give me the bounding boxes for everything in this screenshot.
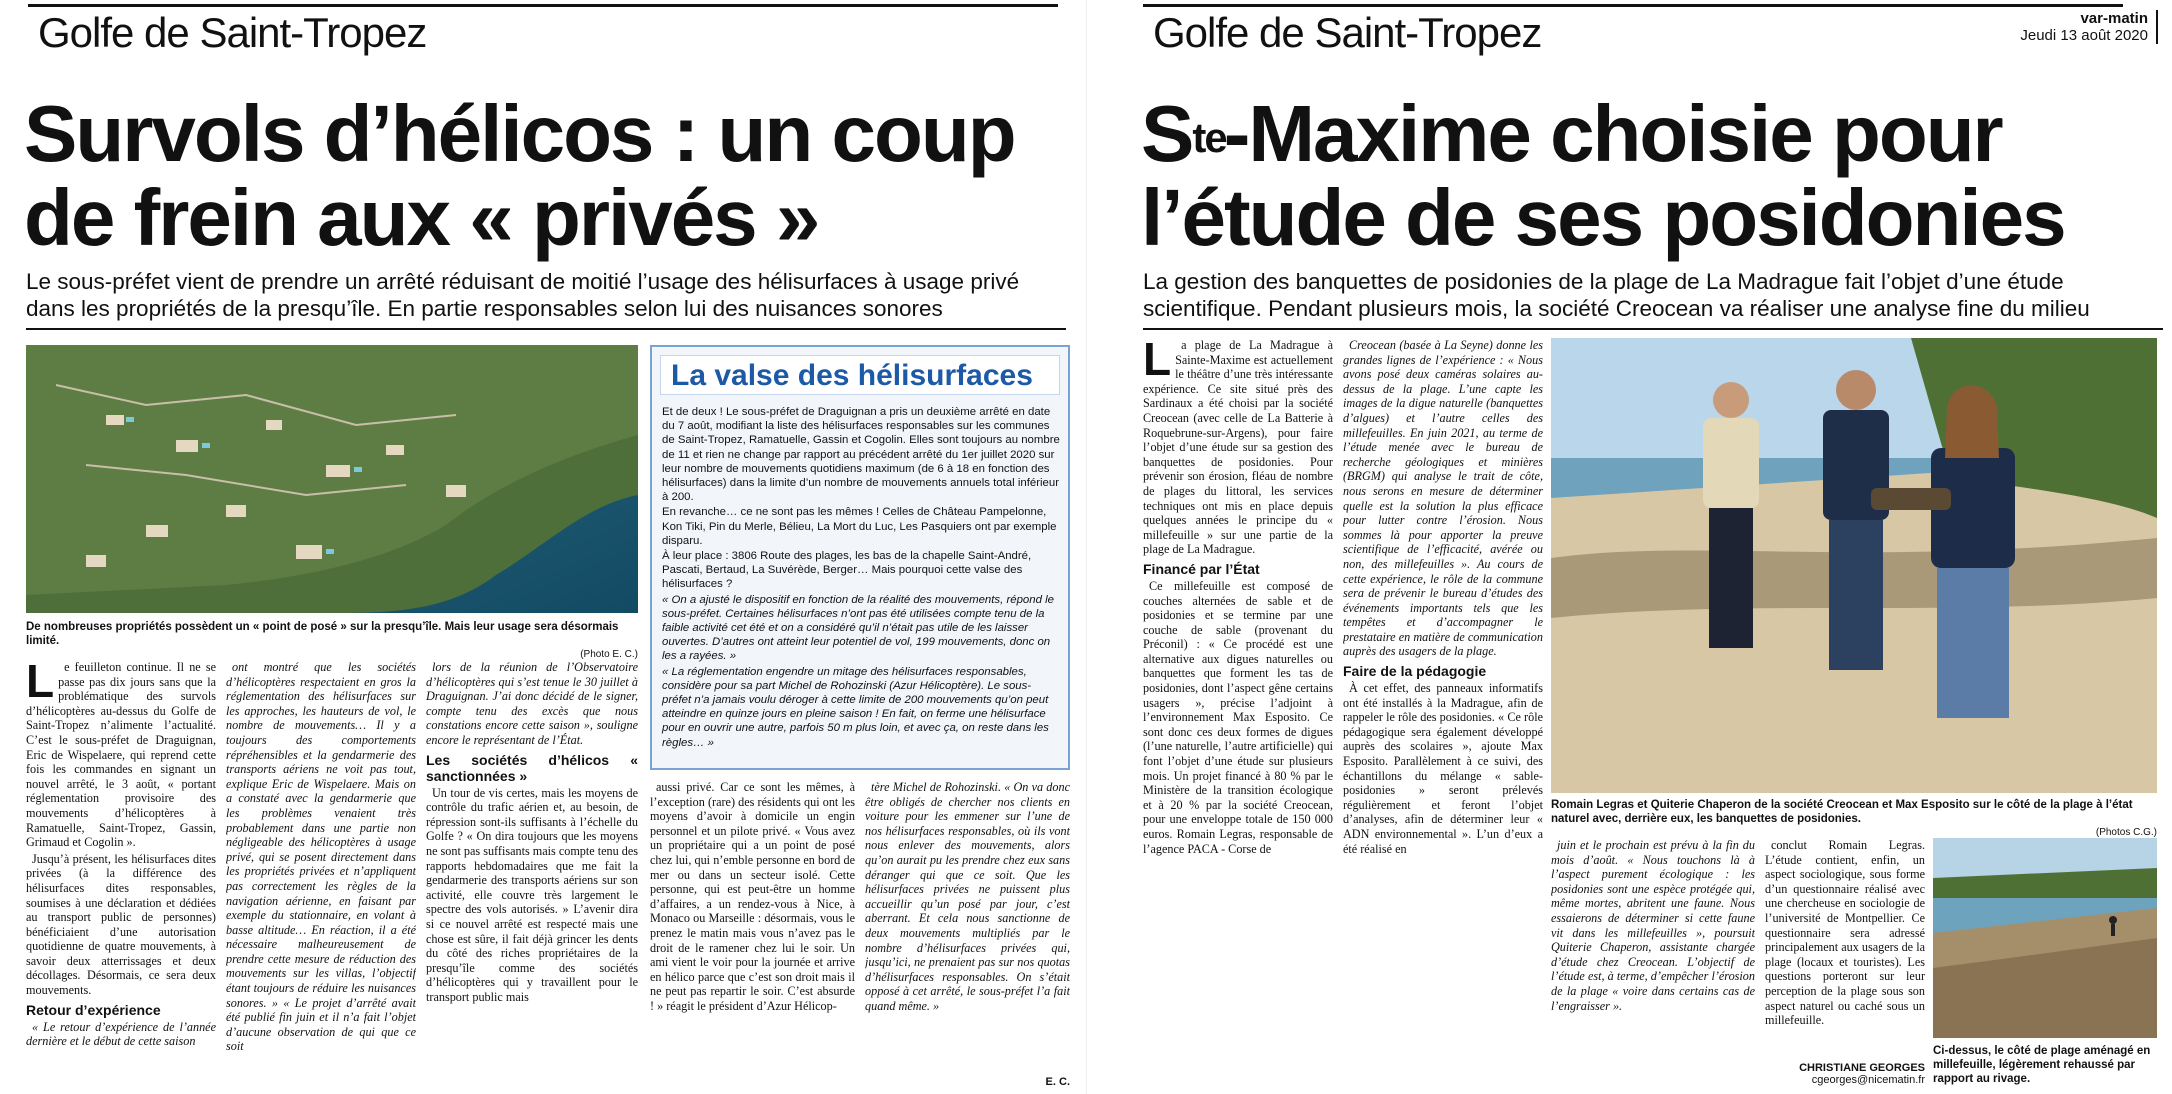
box-paragraph: À leur place : 3806 Route des plages, les bas de la chapelle Saint-André, Pascati, Bertaud, La Suvérède, Berger… Mais pourquoi cette valse des hélisurfaces ? [662,550,1032,591]
article-column-3 [426,660,638,1090]
article-column-4 [650,780,855,1090]
box-paragraph: « La réglementation engendre un mitage des hélisurfaces responsables, considère pour sa part Michel de Rohozinski (Azur Hélicoptère). Le sous-préfet n’a jamais voulu déroger à cette limite de 200 mouvements qu’on peut atteindre en quinze jours en pleine saison ! En fait, on ferme une hélisurface pour en ouvrir une autre, parfois 50 m plus loin, et avec ça, on reste dans les règles… » [662,665,1049,749]
box-title: La valse des hélisurfaces [660,355,1060,395]
subheading: Financé par l’État [1143,560,1260,577]
article-paragraph: conclut Romain Legras. L’étude contient, enfin, un aspect sociologique, sous forme d’un questionnaire réalisé avec une chercheuse en sociologie de l’université de Montpellier. Ce questionnaire sera adressé principalement aux usagers de la plage (locaux et touristes). Les questions porteront sur leur perception de la plage sous son aspect naturel ou caché sous un millefeuille. [1765,838,1925,1028]
article-paragraph: À cet effet, des panneaux informatifs ont été installés à la Madrague, afin de rappeler le rôle des posidonies. « Ce rôle pédagogique sera également développé auprès des scolaires », ajoute Max Esposito. Parallèlement à ce suivi, des échantillons du mélange « sable-posidonies » seront prélevés régulièrement et feront l’objet d’analyses, afin de déterminer leur « ADN environnemental ». L’un d’eux a été réalisé en [1343,681,1543,856]
photo-credit-right: (Photos C.G.) [2095,827,2157,838]
article-paragraph: e feuilleton continue. Il ne se passe pas dix jours sans que la problématique des survols d’hélicoptères au-dessus du Golfe de Saint-Tropez n’alimente l’actualité. C’est le sous-préfet de Draguignan, Eric de Wispelaere, qui reprend cette fois les commandes en signant un nouvel arrêté, le 3 août, « portant réglementation provisoire des mouvements d’hélicoptères à Ramatuelle, Saint-Tropez, Gassin, Grimaud et Cogolin ». [26,660,216,850]
photo-credit-left: (Photo E. C.) [580,649,638,660]
millefeuille-beach-photo [1933,838,2157,1038]
headline-right: $S^{te}$-Maxime choisie pour l’étude de ses posidonies [1141,89,2065,262]
drop-cap: L [1143,338,1172,385]
author-initials: E. C. [1045,1076,1070,1088]
article-paragraph: Ce millefeuille est composé de couches alternées de sable et de posidonies et se termine par une couche de sable (provenant du Préconil) : « Ce procédé est une alternative aux digues naturelles ou banquettes que forment les tas de posidonies, dont l’aspect gêne certains usagers », précise l’adjoint à l’environnement Max Esposito. Ce sont donc ces deux formes de digues (l’une naturelle, l’autre artificielle) qui font l’objet d’une étude sur plusieurs mois. Un projet financé à 80 % par le Ministère de la transition écologique et à 20 % par la société Creocean, pour une enveloppe totale de 150 000 euros. Romain Legras, responsable de l’agence PACA - Corse de [1143,578,1333,856]
deck-right: La gestion des banquettes de posidonies de la plage de La Madrague fait l’objet d’une étude scientifique. Pendant plusieurs mois, la société Creocean va réaliser une analyse fine du milieu [1143,269,2090,321]
box-paragraph: Et de deux ! Le sous-préfet de Draguignan a pris un deuxième arrêté en date du 7 août, modifiant la liste des hélisurfaces responsables sur les communes de Saint-Tropez, Ramatuelle, Gassin et Cogolin. Elles sont toujours au nombre de 11 et rien ne change par rapport au précédent arrêté du 1er juillet 2020 sur leur nombre de mouvements quotidiens maximum (de 6 à 18 en fonction des hélisurfaces) dans la limite d’un nombre de mouvements annuels total inférieur à 200. [662,406,1060,504]
subheading: Faire de la pédagogie [1343,663,1487,680]
article-paragraph: ont montré que les sociétés d’hélicoptères respectaient en gros la réglementation des hélisurfaces sur les approches, les hauteurs de vol, le nombre de mouvements… Il y a toujours des comportements répréhensibles et la gendarmerie des transports aériens ne voit pas tout, explique Eric de Wispelaere. Mais on a constaté avec la gendarmerie que les problèmes venaient très probablement dans une partie non négligeable des hélicoptères à usage privé, qui se posent directement dans les propriétés privées et n’appliquent pas correctement les règles de la navigation aérienne, en faisant par exemple du stationnaire, en volant à basse altitude… En réaction, il a été nécessaire malheureusement de prendre cette mesure de réduction des mouvements sur les villas, l’objectif étant toujours de réduire les nuisances sonores. » « Le projet d’arrêté avait été publié fin juin et il n’a fait l’objet d’aucune observation de qui que ce soit [226,660,416,1054]
divider-rule [1143,328,2163,330]
divider-rule [26,328,1066,330]
box-paragraph: En revanche… ce ne sont pas les mêmes ! Celles de Château Pampelonne, Kon Tiki, Pin du Merle, Bélieu, La Mort du Luc, Les Pasquiers ont par exemple disparu. [662,506,1057,547]
aerial-villas-photo [26,345,638,613]
drop-cap: L [26,660,55,707]
article-column-5 [865,780,1070,1075]
article-column-1 [1143,338,1333,1088]
rubric-right: Golfe de Saint-Tropez [1143,4,2123,59]
sidebar-box-helisurfaces [650,345,1070,770]
team-beach-photo [1551,338,2157,793]
issue-date: Jeudi 13 août 2020 [2020,27,2148,44]
article-paragraph: aussi privé. Car ce sont les mêmes, à l’exception (rare) des résidents qui ont les moyens d’avoir à domicile un engin personnel et un pilote privé. « Vous avez un propriétaire qui a un point de posé chez lui, qui n’emble personne en bord de mer ou dans un secteur isolé. Cette personne, qui est peut-être un homme d’affaires, a un rendez-vous à Nice, à Monaco ou Marseille : désormais, vous le prenez le matin mais vous n’avez pas le droit de le ramener chez lui le soir. Un ami vient le voir pour la journée et arrive en hélico parce que c’est son droit mais il ne peut pas repartir le soir. C’est absurde ! » réagit le président d’Azur Hélicop- [650,780,855,1013]
subheading: Retour d’expérience [26,1001,161,1018]
newspaper-name: var-matin [2080,10,2148,27]
article-paragraph: juin et le prochain est prévu à la fin du mois d’août. « Nous touchons là à l’aspect purement écologique : les posidonies sont une espèce protégée qui, même mortes, abritent une faune. Nous essaierons de déterminer si cette faune vit dans les millefeuilles », poursuit Quiterie Chaperon, assistante chargée d’étude chez Creocean. L’objectif de l’étude est, à terme, d’empêcher l’érosion de la plage « voire dans certains cas de l’engraisser ». [1551,838,1755,1013]
small-photo-caption: Ci-dessus, le côté de plage aménagé en millefeuille, légèrement rehaussé par rapport au rivage. [1933,1045,2151,1085]
article-column-2 [226,660,416,1090]
article-column-1 [26,660,216,1090]
author-name: CHRISTIANE GEORGES [1799,1062,1925,1074]
headline-left: Survols d’hélicos : un coup de frein aux « privés » [24,89,1015,262]
right-page [1086,0,2172,1094]
article-paragraph: lors de la réunion de l’Observatoire d’hélicoptères qui s’est tenue le 30 juillet à Draguignan. J’ai donc décidé de le signer, compte tenu des excès que nous constations encore cette saison », souligne encore le représentant de l’État. [426,660,638,747]
subheading: Les sociétés d’hélicos « sanctionnées » [426,751,638,784]
article-paragraph: tère Michel de Rohozinski. « On va donc être obligés de chercher nos clients en voiture pour les emmener sur l’une de nos hélisurfaces responsables, où ils vont nous enlever des mouvements, alors qu’on aurait pu les prendre chez eux sans déranger qui que ce soit. Que les hélisurfaces privées ne puissent plus accueillir qu’un posé par jour, c’est aberrant. Et cela nous sanctionne de deux mouvements multipliés par le nombre d’hélisurfaces privées qui, jusqu’ici, ne prenaient pas sur nos quotas d’hélisurfaces responsables. On s’était opposé à cet arrêté, le sous-préfet l’a fait quand même. » [865,780,1070,1013]
article-paragraph: « Le retour d’expérience de l’année dernière et le début de cette saison [26,1019,216,1049]
article-paragraph: Un tour de vis certes, mais les moyens de contrôle du trafic aérien et, au besoin, de répression sont-ils suffisants à l’échelle du Golfe ? « On dira toujours que les moyens ne sont pas suffisants mais compte tenu des rapports hebdomadaires que me fait la gendarmerie des transports aériens sur son activité, elle couvre très largement le spectre des vols autorisés. » L’avenir dira si ce nouvel arrêté est respecté mais une chose est sûre, il fait déjà grincer les dents du côté des riches propriétaires de la presqu’île comme des sociétés d’hélicoptères qui y travaillent pour le transport public mais [426,785,638,1004]
photo-caption-left: De nombreuses propriétés possèdent un « point de posé » sur la presqu’île. Mais leur usage sera désormais limité. (Photo E. C.) [26,621,638,660]
box-body [662,405,1060,751]
article-paragraph: Creocean (basée à La Seyne) donne les grandes lignes de l’expérience : « Nous avons posé deux caméras solaires au-dessus de la plage. L’une capte les images de la digue naturelle (banquettes d’algues) et l’autre celles des millefeuilles. En juin 2021, au terme de l’étude menée avec le bureau de recherche géologiques et minières (BRGM) qui analyse le trait de côte, nous serons en mesure de déterminer quelle est la solution la plus efficace pour lutter contre l’érosion. Nous sommes là pour apporter la preuve scientifique de l’efficacité, avérée ou non, des millefeuilles ». Au cours de cette expérience, le rôle de la commune sera de prévenir le bureau d’études des événements importants tels que les tempêtes et d’accompagner le prestataire en matière de communication auprès des usagers de la plage. [1343,338,1543,659]
masthead [2020,10,2158,44]
deck-left: Le sous-préfet vient de prendre un arrêté réduisant de moitié l’usage des hélisurfaces à usage privé dans les propriétés de la presqu’île. En partie responsables selon lui des nuisances sonores [26,269,1020,321]
box-paragraph: « On a ajusté le dispositif en fonction de la réalité des mouvements, répond le sous-préfet. Certaines hélisurfaces n’ont pas été utilisées compte tenu de la faible activité cet été et on a considéré qu’il n’était pas utile de les laisser ouvertes. D’autres ont atteint leur potentiel de vol, 199 mouvements, donc on les a rayées. » [662,593,1054,663]
author-signature [1765,1062,1925,1086]
article-column-4 [1765,838,1925,1063]
author-email: cgeorges@nicematin.fr [1811,1074,1925,1086]
article-paragraph: Jusqu’à présent, les hélisurfaces dites privées (à la différence des hélisurfaces dites responsables, soumises à une déclaration et dédiées au transport public de personnes) bénéficiaient d’une autorisation quotidienne de quatre mouvements, à savoir deux atterrissages et deux décollages. Désormais, ce sera deux mouvements. [26,851,216,998]
article-column-3 [1551,838,1755,1088]
photo-caption-right: Romain Legras et Quiterie Chaperon de la société Creocean et Max Esposito sur le côté de la plage à l’état naturel avec, derrière eux, les banquettes de posidonies. (Photos C.G.) [1551,799,2157,838]
article-paragraph: a plage de La Madrague à Sainte-Maxime est actuellement le théâtre d’une très intéressante expérience. Ce site situé près des Sardinaux a été choisi par la société Creocean (avec celle de La Batterie à Roquebrune-sur-Argens), pour faire l’objet d’une étude sur sa gestion des banquettes de posidonies. Pour prévenir son érosion, fléau de nombre de plages du littoral, les services techniques ont mis en place depuis quelques années le principe du « millefeuille » sur une partie de la plage de La Madrague. [1143,338,1333,557]
article-column-2 [1343,338,1543,1088]
rubric-left: Golfe de Saint-Tropez [28,4,1058,59]
